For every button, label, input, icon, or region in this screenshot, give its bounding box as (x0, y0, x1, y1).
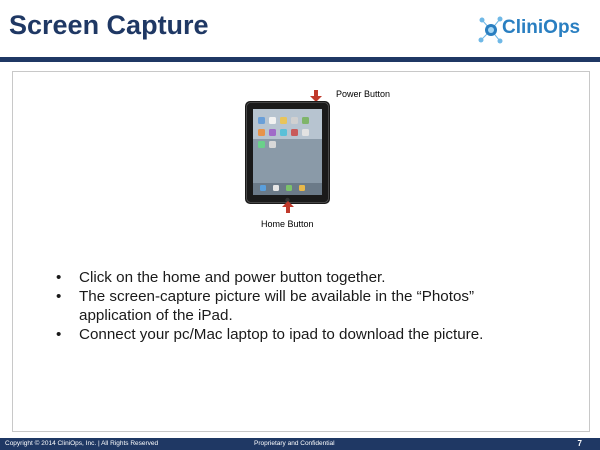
molecule-logo-icon (478, 14, 504, 46)
copyright-text: Copyright © 2014 CliniOps, Inc. | All Rights Reserved (5, 440, 159, 447)
bullet-icon: • (56, 269, 62, 286)
footer-bar (0, 438, 600, 450)
bullet-icon: • (56, 326, 62, 343)
bullet-icon: • (56, 288, 62, 305)
list-item: • The screen-capture picture will be available in the “Photos” application of the iPad. (56, 288, 475, 324)
page-number: 7 (577, 439, 582, 448)
arrow-up-icon (282, 201, 294, 213)
list-item: • Click on the home and power button together. (56, 269, 386, 286)
header-divider (0, 57, 600, 62)
slide-title: Screen Capture (9, 10, 209, 40)
instruction-list (56, 268, 536, 344)
ipad-image (245, 101, 330, 204)
list-item: • Connect your pc/Mac laptop to ipad to download the picture. (56, 326, 484, 343)
home-button-label: Home Button (261, 219, 314, 229)
logo-text: CliniOps (502, 17, 581, 38)
confidential-text: Proprietary and Confidential (254, 440, 335, 447)
cliniops-logo (478, 14, 590, 50)
power-button-label: Power Button (336, 89, 391, 99)
